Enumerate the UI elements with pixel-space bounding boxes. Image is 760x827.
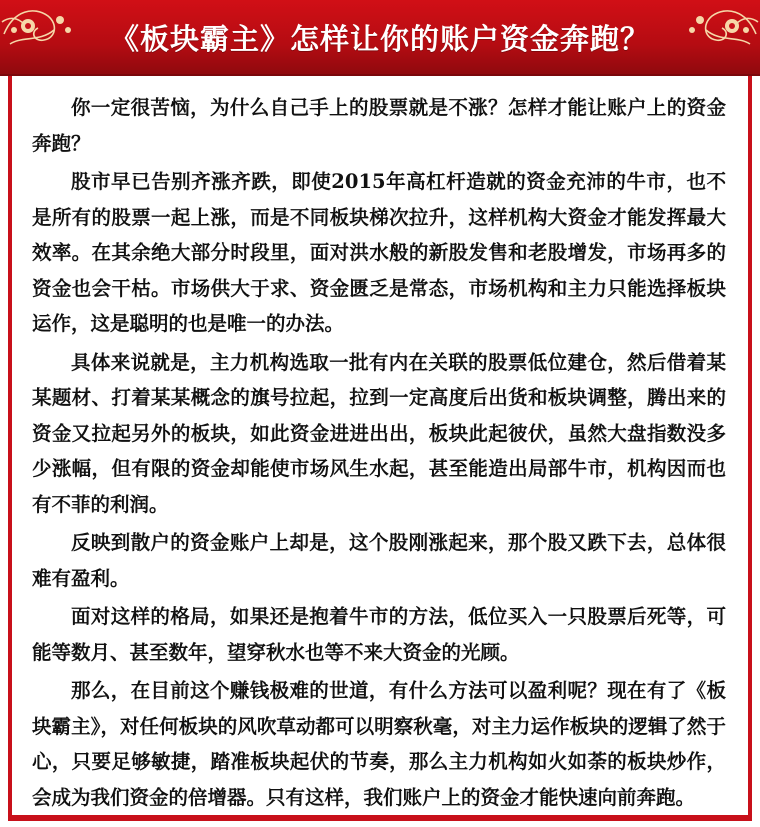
floral-corner-right-icon: [678, 0, 760, 52]
paragraph-solution: 那么，在目前这个赚钱极难的世道，有什么方法可以盈利呢？现在有了《板块霸主》，对任何板块的风吹草动都可以明察秋毫，对主力运作板块的逻辑了然于心，只要足够敏捷，踏准板块起伏的节奏，那么主力机构如火如荼的板块炒作，会成为我们资金的倍增器。只有这样，我们账户上的资金才能快速向前奔跑。: [32, 679, 726, 809]
paragraph-intro: 你一定很苦恼，为什么自己手上的股票就是不涨？怎样才能让账户上的资金奔跑？: [32, 96, 726, 155]
paragraph-old-strategy: 面对这样的格局，如果还是抱着牛市的方法，低位买入一只股票后死等，可能等数月、甚至数年，望穿秋水也等不来大资金的光顾。: [32, 605, 726, 664]
paragraph-retail-impact: 反映到散户的资金账户上却是，这个股刚涨起来，那个股又跌下去，总体很难有盈利。: [32, 531, 726, 590]
header-banner: [0, 0, 760, 76]
floral-corner-left-icon: [0, 0, 82, 52]
page-title: 《板块霸主》怎样让你的账户资金奔跑？: [109, 21, 650, 56]
article-body: [8, 76, 752, 821]
paragraph-market-context: 股市早已告别齐涨齐跌，即使2015年高杠杆造就的资金充沛的牛市，也不是所有的股票一起上涨，而是不同板块梯次拉升，这样机构大资金才能发挥最大效率。在其余绝大部分时段里，面对洪水般的新股发售和老股增发，市场再多的资金也会干枯。市场供大于求、资金匮乏是常态，市场机构和主力只能选择板块运作，这是聪明的也是唯一的办法。: [32, 170, 726, 335]
paragraph-sector-rotation: 具体来说就是，主力机构选取一批有内在关联的股票低位建仓，然后借着某某题材、打着某某概念的旗号拉起，拉到一定高度后出货和板块调整，腾出来的资金又拉起另外的板块，如此资金进进出出，板块此起彼伏，虽然大盘指数没多少涨幅，但有限的资金却能使市场风生水起，甚至能造出局部牛市，机构因而也有不菲的利润。: [32, 350, 726, 516]
